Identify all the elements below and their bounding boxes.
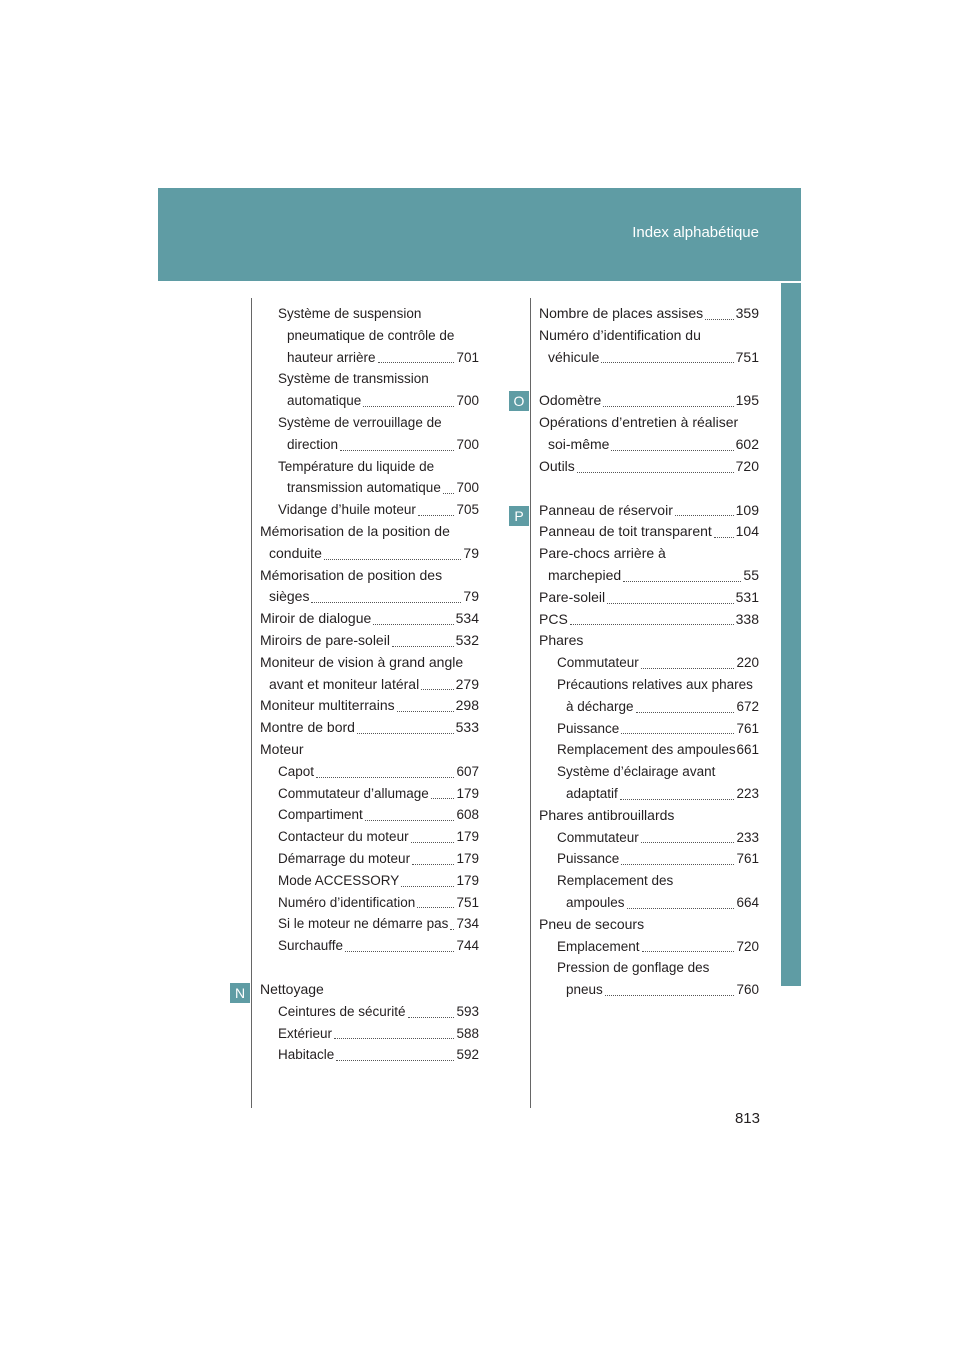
dot-leader <box>450 929 454 930</box>
index-entry <box>260 521 479 543</box>
index-entry-page: 220 <box>736 655 759 671</box>
index-entry-text: Extérieur <box>278 1025 333 1041</box>
dot-leader <box>641 668 734 669</box>
index-entry-text: transmission automatique <box>287 480 441 496</box>
dot-leader <box>607 603 734 604</box>
index-entry <box>539 587 759 609</box>
index-entry-page: 338 <box>735 610 759 627</box>
index-entry-text: sièges <box>269 588 310 605</box>
index-entry <box>539 303 759 325</box>
index-entry <box>260 412 479 434</box>
index-entry-page: 592 <box>456 1047 479 1063</box>
index-entry-text: Panneau de réservoir <box>539 501 673 518</box>
index-entry-text: Commutateur <box>557 829 639 845</box>
index-entry <box>260 456 479 478</box>
index-entry <box>260 652 479 674</box>
index-entry <box>260 804 479 826</box>
column-divider-left <box>251 298 252 1108</box>
index-entry <box>539 892 759 914</box>
index-entry <box>539 761 759 783</box>
index-entry <box>539 718 759 740</box>
index-entry <box>260 630 479 652</box>
index-entry <box>539 783 759 805</box>
index-entry-text: pneus <box>566 982 603 998</box>
index-entry <box>539 412 759 434</box>
index-entry-page: 701 <box>456 349 479 365</box>
index-entry <box>260 586 479 608</box>
index-entry-text: Pare-chocs arrière à <box>539 545 666 562</box>
index-entry <box>539 827 759 849</box>
index-entry-page: 608 <box>456 807 479 823</box>
index-entry-page: 593 <box>456 1003 479 1019</box>
index-entry-page: 751 <box>735 348 759 365</box>
index-entry <box>260 499 479 521</box>
section-gap <box>539 368 759 390</box>
index-entry <box>539 914 759 936</box>
index-entry-page: 109 <box>735 501 759 518</box>
index-entry-text: Outils <box>539 457 575 474</box>
dot-leader <box>357 733 454 734</box>
index-entry <box>260 783 479 805</box>
index-entry <box>539 870 759 892</box>
page-header-title: Index alphabétique <box>632 224 759 241</box>
index-entry-page: 279 <box>455 675 479 692</box>
index-entry-text: Capot <box>278 763 315 779</box>
dot-leader <box>336 1060 454 1061</box>
index-entry-page: 760 <box>736 982 759 998</box>
index-entry <box>539 652 759 674</box>
section-letter-p: P <box>509 506 529 526</box>
index-entry <box>539 390 759 412</box>
index-entry-page: 751 <box>456 894 479 910</box>
header-band <box>158 188 801 281</box>
dot-leader <box>401 886 454 887</box>
dot-leader <box>418 515 454 516</box>
index-entry <box>260 979 479 1001</box>
dot-leader <box>373 624 454 625</box>
index-entry-page: 79 <box>463 544 479 561</box>
index-entry-text: Mémorisation de la position de <box>260 522 450 539</box>
dot-leader <box>605 995 734 996</box>
index-entry-page: 532 <box>455 631 479 648</box>
dot-leader <box>363 406 454 407</box>
index-entry-page: 661 <box>736 742 759 758</box>
index-entry-text: véhicule <box>548 348 600 365</box>
index-entry <box>260 935 479 957</box>
index-entry-page: 298 <box>455 697 479 714</box>
dot-leader <box>412 864 454 865</box>
index-entry <box>260 674 479 696</box>
index-entry <box>260 1001 479 1023</box>
dot-leader <box>577 472 734 473</box>
index-entry-page: 672 <box>736 698 759 714</box>
index-entry <box>260 390 479 412</box>
dot-leader <box>705 319 734 320</box>
dot-leader <box>392 646 454 647</box>
index-entry-page: 602 <box>735 435 759 452</box>
index-entry-text: soi-même <box>548 435 610 452</box>
index-entry-page: 223 <box>736 785 759 801</box>
index-entry-page: 531 <box>735 588 759 605</box>
index-entry-text: Pression de gonflage des <box>557 960 710 976</box>
index-entry-page: 104 <box>735 523 759 540</box>
index-entry <box>539 979 759 1001</box>
index-entry <box>539 696 759 718</box>
index-entry-page: 179 <box>456 872 479 888</box>
dot-leader <box>601 362 734 363</box>
index-column-left <box>260 303 479 1066</box>
index-entry <box>539 739 759 761</box>
index-entry <box>539 543 759 565</box>
index-column-right <box>539 303 759 1001</box>
index-entry <box>260 347 479 369</box>
dot-leader <box>397 711 454 712</box>
index-entry-page: 734 <box>456 916 479 932</box>
index-entry <box>539 957 759 979</box>
dot-leader <box>311 602 461 603</box>
dot-leader <box>408 1017 454 1018</box>
index-entry-text: Emplacement <box>557 938 640 954</box>
index-entry-text: à décharge <box>566 698 634 714</box>
section-gap <box>539 478 759 500</box>
section-letter-o: O <box>509 391 529 411</box>
index-entry-text: Habitacle <box>278 1047 335 1063</box>
dot-leader <box>675 515 734 516</box>
index-entry-text: Pare-soleil <box>539 588 606 605</box>
index-entry-text: Compartiment <box>278 807 363 823</box>
dot-leader <box>714 537 734 538</box>
index-entry-text: Miroir de dialogue <box>260 610 372 627</box>
index-entry <box>539 325 759 347</box>
index-entry <box>260 303 479 325</box>
index-entry <box>260 892 479 914</box>
section-letter-n: N <box>230 983 250 1003</box>
index-entry-text: Phares antibrouillards <box>539 806 675 823</box>
index-entry <box>260 1023 479 1045</box>
dot-leader <box>621 733 734 734</box>
index-entry <box>539 674 759 696</box>
index-entry-page: 533 <box>455 719 479 736</box>
index-entry <box>539 347 759 369</box>
index-entry-text: Commutateur <box>557 655 639 671</box>
index-entry-page: 700 <box>456 436 479 452</box>
index-entry-text: Commutateur d’allumage <box>278 785 429 801</box>
index-entry <box>260 761 479 783</box>
index-entry-text: Moniteur de vision à grand angle <box>260 653 464 670</box>
index-entry <box>260 368 479 390</box>
index-entry-page: 744 <box>456 938 479 954</box>
index-entry <box>539 805 759 827</box>
dot-leader <box>421 689 454 690</box>
index-entry <box>260 565 479 587</box>
index-entry-text: Système de verrouillage de <box>278 414 442 430</box>
index-entry-text: Nettoyage <box>260 980 324 997</box>
index-entry-text: automatique <box>287 393 362 409</box>
index-entry-text: Montre de bord <box>260 719 355 736</box>
index-entry-text: Système de suspension <box>278 306 422 321</box>
index-entry-page: 761 <box>736 851 759 867</box>
index-entry-page: 720 <box>735 457 759 474</box>
index-entry-text: Numéro d’identification <box>278 894 416 910</box>
index-entry-text: Phares <box>539 632 584 649</box>
index-entry <box>539 565 759 587</box>
dot-leader <box>334 1038 454 1039</box>
index-entry-text: Ceintures de sécurité <box>278 1003 406 1019</box>
dot-leader <box>378 362 454 363</box>
index-entry-text: Mode ACCESSORY <box>278 872 400 888</box>
dot-leader <box>603 406 734 407</box>
index-entry-text: Système de transmission <box>278 371 429 387</box>
index-entry <box>260 434 479 456</box>
index-entry-page: 705 <box>456 502 479 518</box>
index-entry-text: adaptatif <box>566 785 618 801</box>
dot-leader <box>340 450 454 451</box>
index-entry <box>539 456 759 478</box>
index-entry-text: Si le moteur ne démarre pas <box>278 916 449 932</box>
index-entry-page: 761 <box>736 720 759 736</box>
index-entry-text: Opérations d’entretien à réaliser <box>539 414 739 431</box>
index-entry <box>260 913 479 935</box>
index-entry <box>260 543 479 565</box>
index-entry-text: direction <box>287 436 339 452</box>
dot-leader <box>641 842 734 843</box>
index-entry-page: 179 <box>456 785 479 801</box>
index-entry-text: avant et moniteur latéral <box>269 675 420 692</box>
column-divider-right <box>530 298 531 1108</box>
index-entry-page: 79 <box>463 588 479 605</box>
index-entry-page: 233 <box>736 829 759 845</box>
index-entry-page: 179 <box>456 850 479 866</box>
side-thumb-tab <box>781 283 801 986</box>
index-entry <box>260 477 479 499</box>
dot-leader <box>623 581 741 582</box>
index-entry <box>260 870 479 892</box>
index-entry-page: 607 <box>456 763 479 779</box>
index-entry <box>539 521 759 543</box>
index-entry-text: Surchauffe <box>278 938 344 954</box>
index-entry-text: Odomètre <box>539 392 602 409</box>
index-entry <box>260 608 479 630</box>
index-entry <box>260 826 479 848</box>
dot-leader <box>636 712 734 713</box>
dot-leader <box>611 450 734 451</box>
index-entry-text: Moniteur multiterrains <box>260 697 395 714</box>
index-entry-page: 720 <box>736 938 759 954</box>
index-entry-page: 359 <box>735 305 759 321</box>
index-entry <box>260 325 479 347</box>
index-entry <box>260 848 479 870</box>
dot-leader <box>570 624 734 625</box>
index-entry-text: conduite <box>269 544 322 561</box>
index-entry-text: Puissance <box>557 720 620 736</box>
index-entry <box>539 936 759 958</box>
index-entry <box>260 717 479 739</box>
index-entry-text: Moteur <box>260 740 304 757</box>
index-entry-text: Système d’éclairage avant <box>557 764 716 780</box>
index-entry-text: Précautions relatives aux phares <box>557 676 753 692</box>
index-entry-text: marchepied <box>548 566 622 583</box>
index-entry-text: ampoules <box>566 894 625 910</box>
index-entry-text: PCS <box>539 610 568 627</box>
index-entry-page: 534 <box>455 610 479 627</box>
index-entry-page: 700 <box>456 393 479 409</box>
index-entry-text: pneumatique de contrôle de <box>287 327 455 343</box>
dot-leader <box>324 559 461 560</box>
index-entry-page: 179 <box>456 829 479 845</box>
index-entry <box>260 695 479 717</box>
dot-leader <box>443 493 454 494</box>
index-entry-page: 588 <box>456 1025 479 1041</box>
index-entry-text: Puissance <box>557 851 620 867</box>
dot-leader <box>431 798 454 799</box>
index-entry-text: Nombre de places assises <box>539 305 704 321</box>
dot-leader <box>345 951 454 952</box>
page-number: 813 <box>734 1110 760 1127</box>
index-entry <box>539 434 759 456</box>
index-entry <box>260 1044 479 1066</box>
index-entry-text: Numéro d’identification du <box>539 326 701 343</box>
index-entry-text: hauteur arrière <box>287 349 376 365</box>
index-entry-text: Vidange d’huile moteur <box>278 502 416 518</box>
dot-leader <box>411 842 454 843</box>
index-entry <box>539 500 759 522</box>
index-entry <box>539 848 759 870</box>
index-entry-page: 664 <box>736 894 759 910</box>
index-entry <box>539 630 759 652</box>
dot-leader <box>620 799 734 800</box>
index-entry <box>539 609 759 631</box>
index-entry-text: Démarrage du moteur <box>278 850 411 866</box>
dot-leader <box>365 820 454 821</box>
index-entry-text: Mémorisation de position des <box>260 566 443 583</box>
index-entry-text: Panneau de toit transparent <box>539 523 712 540</box>
index-entry-page: 700 <box>456 480 479 496</box>
index-entry-text: Remplacement des <box>557 873 674 889</box>
dot-leader <box>642 951 734 952</box>
index-entry <box>260 739 479 761</box>
index-entry-text: Température du liquide de <box>278 458 435 474</box>
index-entry-text: Contacteur du moteur <box>278 829 409 845</box>
index-entry-page: 195 <box>735 392 759 409</box>
index-entry-text: Remplacement des ampoules <box>557 742 736 758</box>
index-entry-page: 55 <box>743 566 759 583</box>
section-gap <box>260 957 479 979</box>
dot-leader <box>316 777 454 778</box>
index-entry-text: Miroirs de pare-soleil <box>260 631 390 648</box>
dot-leader <box>627 908 734 909</box>
dot-leader <box>621 864 734 865</box>
index-entry-text: Pneu de secours <box>539 915 645 932</box>
dot-leader <box>417 907 454 908</box>
